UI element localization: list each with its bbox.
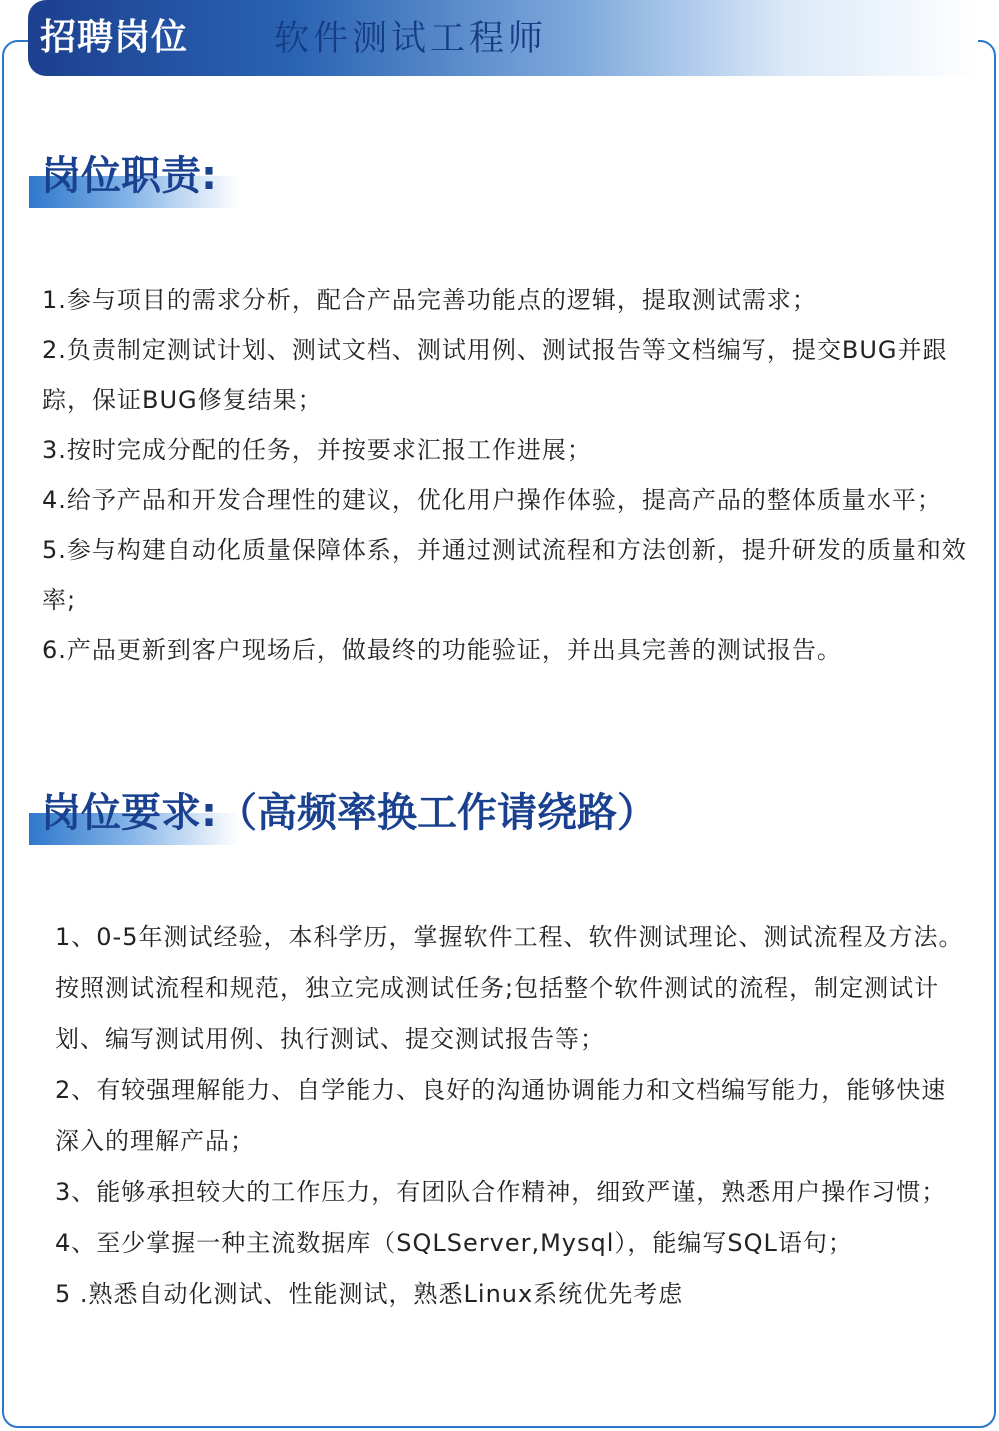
requirements-list — [55, 912, 970, 1320]
duty-item-3: 3.按时完成分配的任务，并按要求汇报工作进展； — [42, 436, 592, 464]
duty-item-2: 2.负责制定测试计划、测试文档、测试用例、测试报告等文档编写，提交BUG并跟踪，保证BUG修复结果； — [42, 336, 948, 414]
job-title: 软件测试工程师 — [274, 19, 548, 59]
duty-item-1: 1.参与项目的需求分析，配合产品完善功能点的逻辑，提取测试需求； — [42, 286, 817, 314]
duty-item-5: 5.参与构建自动化质量保障体系，并通过测试流程和方法创新，提升研发的质量和效率; — [42, 536, 967, 614]
duties-list — [42, 275, 972, 675]
job-header-label: 招聘岗位 — [40, 17, 189, 58]
duty-item-6: 6.产品更新到客户现场后，做最终的功能验证，并出具完善的测试报告。 — [42, 636, 842, 664]
duties-title: 岗位职责: — [41, 153, 217, 199]
requirement-item-3: 3、能够承担较大的工作压力，有团队合作精神，细致严谨，熟悉用户操作习惯； — [55, 1178, 947, 1206]
requirement-item-4: 4、至少掌握一种主流数据库（SQLServer,Mysql），能编写SQL语句； — [55, 1229, 853, 1257]
requirement-item-5: 5 .熟悉自动化测试、性能测试，熟悉Linux系统优先考虑 — [55, 1280, 684, 1308]
requirements-title: 岗位要求:（高频率换工作请绕路） — [41, 790, 657, 836]
requirement-item-1: 1、0-5年测试经验，本科学历，掌握软件工程、软件测试理论、测试流程及方法。按照测试流程和规范，独立完成测试任务;包括整个软件测试的流程，制定测试计划、编写测试用例、执行测试、提交测试报告等； — [55, 923, 964, 1053]
duty-item-4: 4.给予产品和开发合理性的建议，优化用户操作体验，提高产品的整体质量水平； — [42, 486, 942, 514]
requirement-item-2: 2、有较强理解能力、自学能力、良好的沟通协调能力和文档编写能力，能够快速深入的理解产品； — [55, 1076, 947, 1155]
